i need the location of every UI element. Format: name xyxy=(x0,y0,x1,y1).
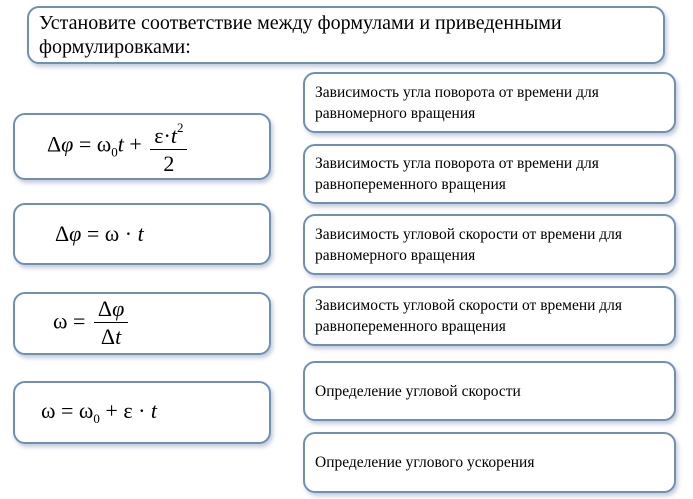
answer-text-2: Зависимость угла поворота от времени для равнопеременного вращения xyxy=(315,155,599,193)
answer-card-1[interactable] xyxy=(303,72,676,133)
formula-card-1[interactable] xyxy=(13,113,271,180)
formula-3-fraction: $\frac{\Delta\varphi}{\Delta t}$ xyxy=(94,297,128,350)
formula-3: ω = $\frac{\Delta\varphi}{\Delta t}$ xyxy=(53,297,131,350)
formula-card-2[interactable] xyxy=(13,203,271,265)
formula-4: $\omega = \omega_0 + \varepsilon \cdot t$ xyxy=(41,398,158,426)
formula-1: $\Delta\varphi = \omega_0t$ + $\frac{\varepsilon\cdot t^2}{2}$ xyxy=(47,116,190,177)
formula-card-3[interactable] xyxy=(13,292,271,355)
task-prompt xyxy=(27,6,665,64)
answer-text-3: Зависимость угловой скорости от времени для равномерного вращения xyxy=(315,225,623,264)
answer-card-3[interactable] xyxy=(303,214,676,275)
answer-text-6: Определение углового ускорения xyxy=(315,454,535,471)
formula-card-4[interactable] xyxy=(13,381,271,444)
answer-text-4: Зависимость угловой скорости от времени для равнопеременного вращения xyxy=(315,297,623,335)
answer-card-5[interactable] xyxy=(303,361,676,421)
answer-text-1: Зависимость угла поворота от времени для равномерного вращения xyxy=(315,83,599,122)
formula-2: Δφ = ω · t xyxy=(55,221,144,246)
answer-card-4[interactable] xyxy=(303,286,676,346)
formula-1-fraction: $\frac{\varepsilon\cdot t^2}{2}$ xyxy=(150,116,187,177)
answer-text-5: Определение угловой скорости xyxy=(315,382,521,400)
task-prompt-text: Установите соответствие между формулами и приведенными формулировками: xyxy=(39,12,562,58)
answer-card-2[interactable] xyxy=(303,144,676,204)
answer-card-6[interactable] xyxy=(303,432,676,493)
